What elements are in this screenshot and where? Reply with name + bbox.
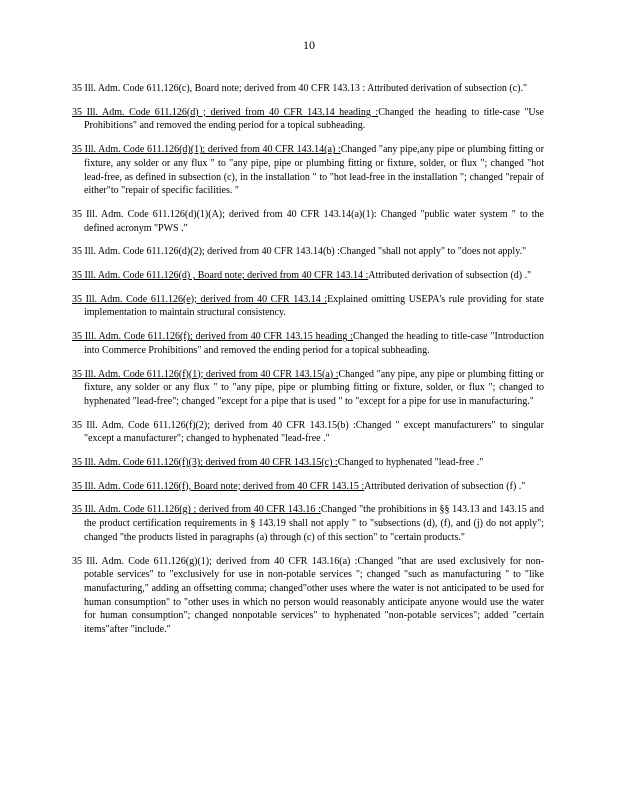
entry-1 [72, 106, 544, 133]
entry-lead: 35 Ill. Adm. Code 611.126(f); derived from 40 CFR 143.15 heading : [72, 331, 353, 343]
entry-text: 35 Ill. Adm. Code 611.126(c), Board note; derived from 40 CFR 143.13 : Attributed derivation of subsection (c)." [72, 83, 528, 94]
entry-text: Attributed derivation of subsection (f) ." [364, 480, 526, 492]
entry-lead: 35 Ill. Adm. Code 611.126(f)(3); derived from 40 CFR 143.15(c) : [72, 457, 338, 469]
entry-6 [72, 293, 544, 320]
entry-lead: 35 Ill. Adm. Code 611.126(d)(1); derived from 40 CFR 143.14(a) : [72, 144, 341, 156]
entry-4 [72, 245, 544, 259]
entry-0 [72, 82, 544, 96]
entry-text: Changed "the prohibitions in §§ 143.13 and 143.15 and the product certification requirements in § 143.19 shall not apply " to "subsections (d), (f), and (j) do not apply"; changed "the products listed in paragraphs (a) through (c) of this section" to "certain products." [84, 504, 544, 543]
entry-text: Changed "any pipe, any pipe or plumbing fitting or fixture, any solder or any flux " to "any pipe, pipe or plumbing fitting or fixture, solder, or flux "; changed to hyphenated "lead-free"; changed "except for a pipe that is used " to "except for a pipe for use in manufacturing." [84, 368, 544, 407]
document-body [72, 72, 544, 644]
entry-text: 35 Ill. Adm. Code 611.126(d)(2); derived from 40 CFR 143.14(b) :Changed "shall not apply" to "does not apply." [72, 246, 527, 258]
entry-text: Explained omitting USEPA's rule providing for state implementation to maintain structural consistency. [84, 293, 544, 319]
entry-10 [72, 456, 544, 470]
entry-text: Attributed derivation of subsection (d) ." [368, 270, 532, 282]
entry-lead: 35 Ill. Adm. Code 611.126(e); derived from 40 CFR 143.14 : [72, 293, 328, 305]
entry-8 [72, 368, 544, 409]
entry-lead: 35 Ill. Adm. Code 611.126(f), Board note; derived from 40 CFR 143.15 : [72, 480, 365, 492]
entry-text: Changed the heading to title-case "Use Prohibitions" and removed the ending period for a topical subheading. [84, 106, 544, 132]
entry-3 [72, 208, 544, 235]
entry-text: 35 Ill. Adm. Code 611.126(f)(2); derived from 40 CFR 143.15(b) :Changed " except manufacturers" to singular "except a manufacturer"; changed to hyphenated "lead-free ." [72, 419, 544, 445]
entry-2 [72, 143, 544, 198]
entry-lead: 35 Ill. Adm. Code 611.126(g) ; derived from 40 CFR 143.16 : [72, 504, 321, 516]
entry-lead: 35 Ill. Adm. Code 611.126(f)(1); derived from 40 CFR 143.15(a) : [72, 368, 339, 380]
page-number: 10 [303, 38, 315, 52]
entry-text: Changed "any pipe,any pipe or plumbing fitting or fixture, any solder or any flux " to "any pipe, pipe or plumbing fitting or fixture, solder, or flux "; changed "hot lead-free, as defined in subsection (c), in the installation " to "hot lead-free in the installation "; changed "repair of either"to "repair of specific facilities. " [84, 144, 544, 197]
entry-text: Changed to hyphenated "lead-free ." [337, 457, 484, 469]
entry-text: 35 Ill. Adm. Code 611.126(d)(1)(A); derived from 40 CFR 143.14(a)(1): Changed "public water system " to the defined acronym "PWS ." [72, 208, 544, 234]
entry-13 [72, 555, 544, 637]
entry-11 [72, 480, 544, 494]
entry-lead: 35 Ill. Adm. Code 611.126(d) ; derived from 40 CFR 143.14 heading : [72, 106, 379, 118]
entry-lead: 35 Ill. Adm. Code 611.126(d) , Board note; derived from 40 CFR 143.14 : [72, 270, 369, 282]
entry-5 [72, 269, 544, 283]
entry-12 [72, 503, 544, 544]
entry-7 [72, 330, 544, 357]
entry-text: Changed the heading to title-case "Introduction into Commerce Prohibitions" and removed the ending period for a topical subheading. [84, 331, 544, 356]
entry-text: 35 Ill. Adm. Code 611.126(g)(1); derived from 40 CFR 143.16(a) :Changed "that are used exclusively for non-potable services" to "exclusively for use in non-potable services "; changed "such as manufacturing " to "like manufacturing," adding an offsetting comma; changed"other uses where the water is not anticipated to be used for human consumption" to "other uses in which no person would reasonably anticipate anyone would use the water for human consumption"; changed nonpotable services" to hyphenated "non-potable services"; added "certain items"after "include." [72, 555, 544, 636]
entry-9 [72, 419, 544, 446]
